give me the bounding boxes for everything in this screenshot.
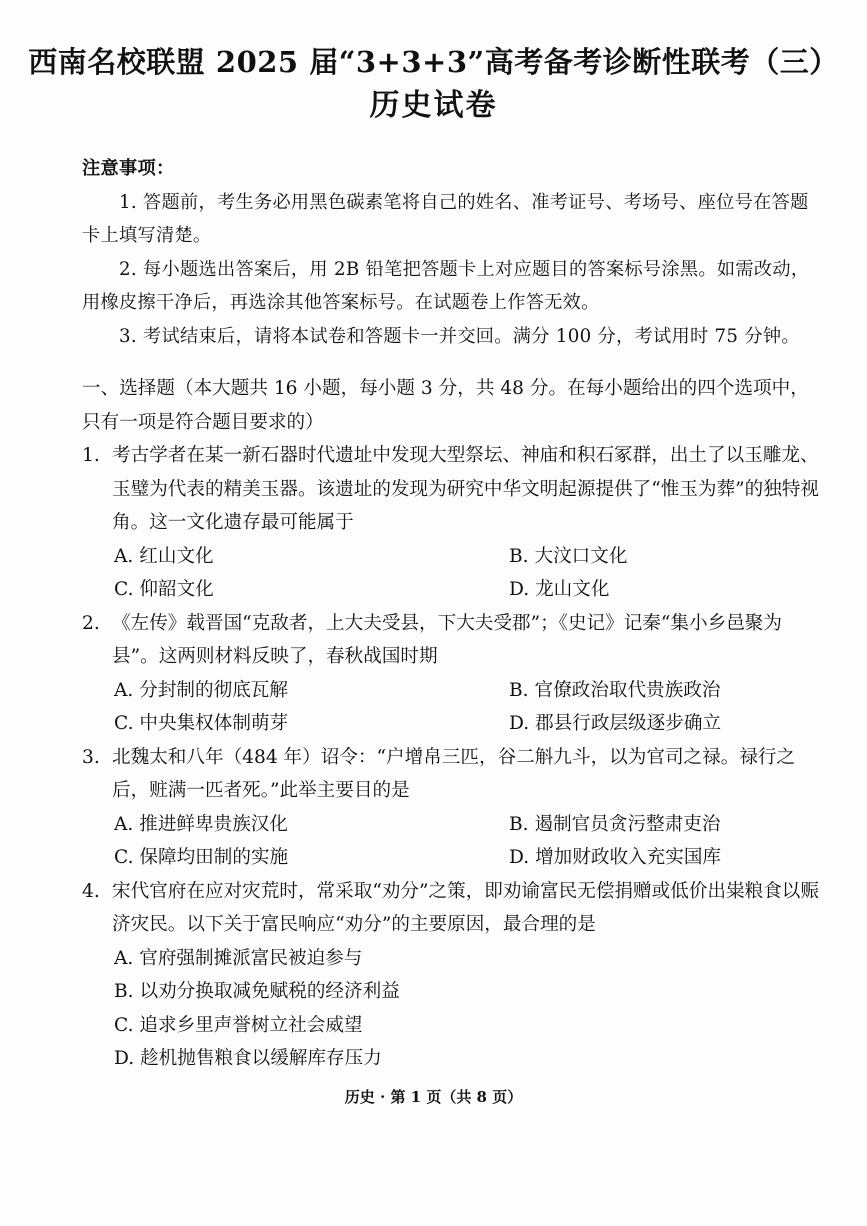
option-d: D. 趁机抛售粮食以缓解库存压力: [114, 1048, 382, 1069]
options-list: [82, 540, 827, 607]
option-b: B. 以劝分换取减免赋税的经济利益: [114, 981, 400, 1002]
section-choice: [82, 372, 827, 1076]
option-d: D. 龙山文化: [509, 579, 610, 600]
question-number: 2.: [82, 612, 100, 634]
option-b: B. 官僚政治取代贵族政治: [509, 679, 721, 701]
page-footer: 历史 · 第 1 页（共 8 页）: [344, 1088, 523, 1106]
question-text: 考古学者在某一新石器时代遗址中发现大型祭坛、神庙和积石冢群，出土了以玉雕龙、玉璧为代表的精美玉器。该遗址的发现为研究中华文明起源提供了“惟玉为葬”的独特视角。这一文化遗存最可能属于: [112, 445, 819, 533]
option-d: D. 增加财政收入充实国库: [509, 847, 722, 868]
note-item-2: 2. 每小题选出答案后，用 2B 铅笔把答题卡上对应题目的答案标号涂黑。如需改动，用橡皮擦干净后，再选涂其他答案标号。在试题卷上作答无效。: [82, 258, 810, 313]
option-c: C. 追求乡里声誉树立社会威望: [114, 1014, 363, 1036]
option-d: D. 郡县行政层级逐步确立: [509, 713, 722, 734]
subject-title: 历史试卷: [369, 88, 498, 123]
option-c: C. 保障均田制的实施: [114, 847, 289, 868]
question-stem: [82, 607, 827, 674]
option-c: C. 中央集权体制萌芽: [114, 713, 289, 734]
options-list: [82, 674, 827, 741]
option-c: C. 仰韶文化: [114, 579, 214, 600]
question-text: 北魏太和八年（484 年）诏令：“户增帛三匹，谷二斛九斗，以为官司之禄。禄行之后，赃满一匹者死。”此举主要目的是: [112, 746, 796, 801]
note-item-1: 1. 答题前，考生务必用黑色碳素笔将自己的姓名、准考证号、考场号、座位号在答题卡上填写清楚。: [82, 191, 809, 246]
option-b: B. 遏制官员贪污整肃吏治: [509, 813, 721, 835]
question-3: [82, 741, 827, 875]
options-list: [82, 942, 827, 1076]
notes-heading: 注意事项：: [82, 158, 175, 179]
options-list: [82, 808, 827, 875]
question-text: 宋代官府在应对灾荒时，常采取“劝分”之策，即劝谕富民无偿捐赠或低价出粜粮食以赈济灾民。以下关于富民响应“劝分”的主要原因，最合理的是: [112, 880, 819, 935]
question-4: [82, 875, 827, 1076]
note-item-3: 3. 考试结束后，请将本试卷和答题卡一并交回。满分 100 分，考试用时 75 分钟。: [119, 325, 800, 347]
question-2: [82, 607, 827, 741]
option-a: A. 分封制的彻底瓦解: [114, 679, 288, 701]
question-number: 4.: [82, 880, 100, 902]
section-title: 一、选择题（本大题共 16 小题，每小题 3 分，共 48 分。在每小题给出的四个选项中，只有一项是符合题目要求的）: [82, 378, 809, 433]
exam-title: 西南名校联盟 2025 届“3+3+3”高考备考诊断性联考（三）: [28, 45, 839, 79]
question-stem: [82, 741, 827, 808]
question-number: 3.: [82, 746, 100, 768]
option-a: A. 推进鲜卑贵族汉化: [114, 813, 288, 835]
question-1: [82, 439, 827, 607]
question-stem: [82, 439, 827, 540]
question-number: 1.: [82, 445, 100, 466]
option-a: A. 红山文化: [114, 545, 214, 567]
question-text: 《左传》载晋国“克敌者，上大夫受县，下大夫受郡”；《史记》记秦“集小乡邑聚为县”。这两则材料反映了，春秋战国时期: [112, 612, 782, 667]
option-a: A. 官府强制摊派富民被迫参与: [114, 947, 363, 969]
question-stem: [82, 875, 827, 942]
notes-block: [82, 152, 827, 353]
option-b: B. 大汶口文化: [509, 545, 628, 567]
